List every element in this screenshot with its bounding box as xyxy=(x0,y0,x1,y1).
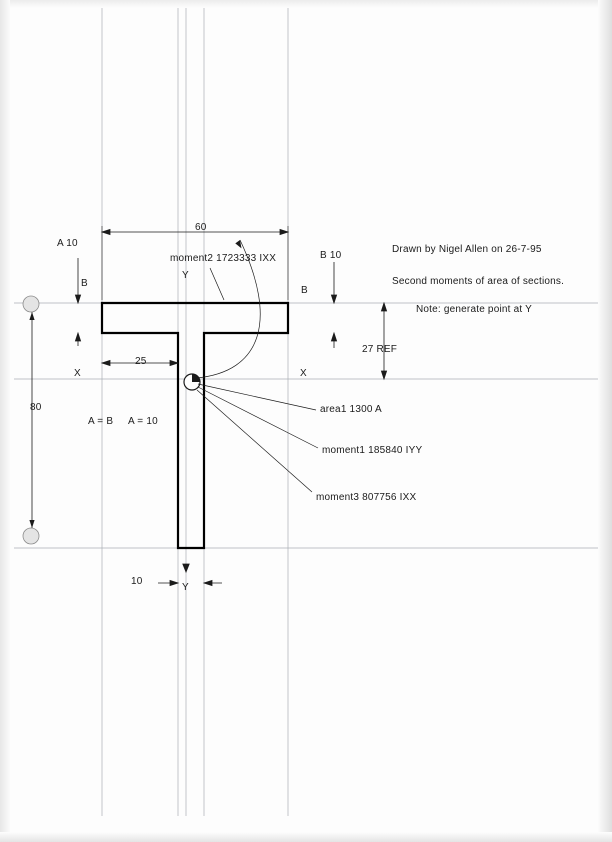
dim-80-arrow-top xyxy=(29,312,34,320)
dim-10-arrow-left xyxy=(170,580,178,585)
dim-10-arrow-right xyxy=(204,580,212,585)
dimension-80 xyxy=(23,296,39,544)
dimension-label-60: 60 xyxy=(195,222,207,233)
axis-label-y-top: Y xyxy=(182,270,189,281)
axis-label-y-bottom: Y xyxy=(182,582,189,593)
dim-A10-arrow-top xyxy=(75,295,80,303)
dimension-B10 xyxy=(331,262,336,348)
subtitle-note: Second moments of area of sections. xyxy=(392,276,565,287)
dimension-label-B10: B 10 xyxy=(320,250,342,261)
generate-point-note: Note: generate point at Y xyxy=(416,304,533,315)
annotation-area1: area1 1300 A xyxy=(320,404,382,415)
note-a-value: A = 10 xyxy=(128,416,158,427)
leader-moment2-stalk xyxy=(210,268,224,300)
dim-A10-arrow-bottom xyxy=(75,333,80,341)
dim-80-balloon-bottom xyxy=(23,528,39,544)
title-note: Drawn by Nigel Allen on 26-7-95 xyxy=(392,244,542,255)
dim-60-arrow-left xyxy=(102,229,110,234)
dimension-A10 xyxy=(75,258,80,346)
leader-lines xyxy=(196,240,318,492)
axis-y-bottom-arrow xyxy=(183,564,189,572)
dim-80-balloon-top xyxy=(23,296,39,312)
annotation-moment1: moment1 185840 IYY xyxy=(322,445,423,456)
dimension-label-80: 80 xyxy=(30,402,42,413)
dim-25-arrow-left xyxy=(102,360,110,365)
dimension-label-10: 10 xyxy=(131,576,143,587)
note-equality: A = B xyxy=(88,416,114,427)
dimension-label-25: 25 xyxy=(135,356,147,367)
axis-label-x-left: X xyxy=(74,368,81,379)
annotation-moment2: moment2 1723333 IXX xyxy=(170,253,277,264)
annotation-moment3: moment3 807756 IXX xyxy=(316,492,417,503)
dim-B10-arrow-top xyxy=(331,295,336,303)
axis-label-x-right: X xyxy=(300,368,307,379)
dim-27ref-arrow-bottom xyxy=(381,371,386,379)
dimension-label-A10: A 10 xyxy=(57,238,78,249)
dimension-label-27ref: 27 REF xyxy=(362,344,398,355)
leader-moment1 xyxy=(198,387,318,448)
leader-area1 xyxy=(198,384,316,410)
dimension-label-B-right: B xyxy=(301,285,308,296)
construction-lines-vertical xyxy=(102,8,288,816)
dim-B10-arrow-bottom xyxy=(331,333,336,341)
dimension-10 xyxy=(158,580,222,585)
dimension-label-B-left: B xyxy=(81,278,88,289)
dim-60-arrow-right xyxy=(280,229,288,234)
dim-80-arrow-bottom xyxy=(29,520,34,528)
dim-27ref-arrow-top xyxy=(381,303,386,311)
dimension-27ref xyxy=(381,303,386,379)
dim-25-arrow-right xyxy=(170,360,178,365)
axis-marker-y-bottom xyxy=(183,564,189,572)
centroid-symbol xyxy=(184,374,200,390)
